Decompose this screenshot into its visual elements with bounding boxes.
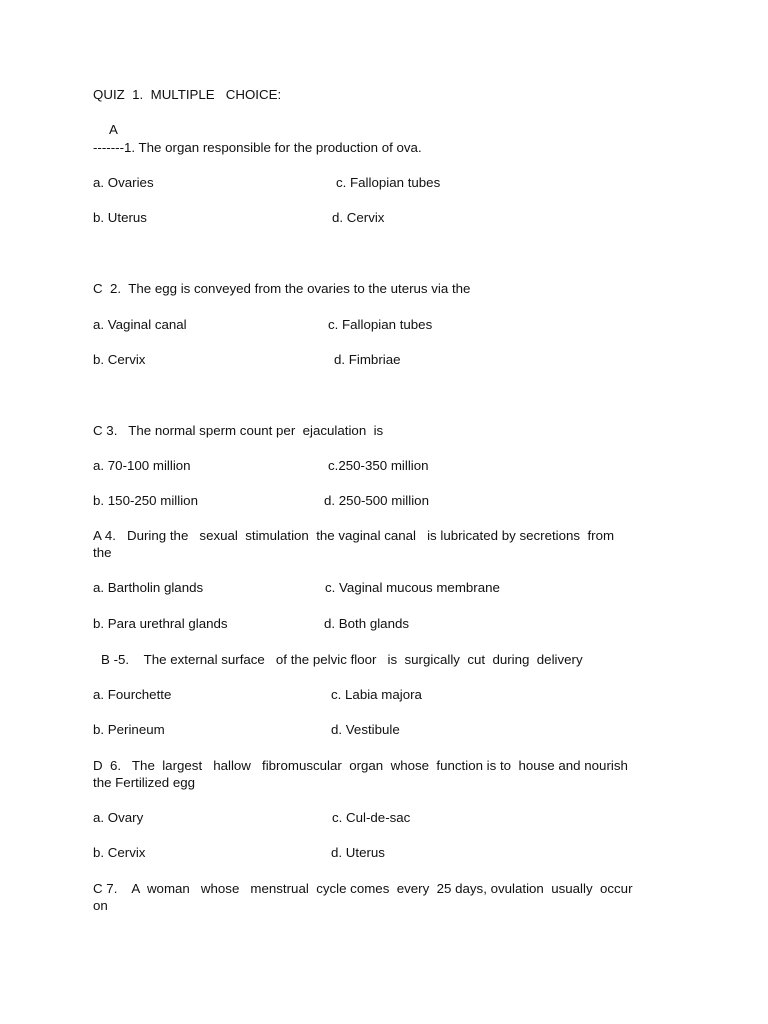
q3-prompt: C 3. The normal sperm count per ejaculation is <box>93 423 384 438</box>
q1-option-b: b. Uterus <box>93 210 147 225</box>
q3-option-c: c.250-350 million <box>328 458 429 473</box>
q4-option-a: a. Bartholin glands <box>93 580 204 595</box>
q7-prompt-line1: C 7. A woman whose menstrual cycle comes every 25 days, ovulation usually occur <box>93 881 633 896</box>
q4-option-c: c. Vaginal mucous membrane <box>325 580 500 595</box>
q4-prompt-line2: the <box>93 545 112 560</box>
q5-option-b: b. Perineum <box>93 722 165 737</box>
q2-option-a: a. Vaginal canal <box>93 317 187 332</box>
q6-option-a: a. Ovary <box>93 810 144 825</box>
q6-prompt-line2: the Fertilized egg <box>93 775 195 790</box>
q1-answer: A <box>109 122 118 137</box>
q2-option-c: c. Fallopian tubes <box>328 317 433 332</box>
quiz-title: QUIZ 1. MULTIPLE CHOICE: <box>93 87 282 102</box>
q5-option-d: d. Vestibule <box>331 722 400 737</box>
q5-option-c: c. Labia majora <box>331 687 422 702</box>
q1-option-c: c. Fallopian tubes <box>336 175 441 190</box>
q3-option-a: a. 70-100 million <box>93 458 191 473</box>
q3-option-d: d. 250-500 million <box>324 493 429 508</box>
q5-prompt: B -5. The external surface of the pelvic floor is surgically cut during delivery <box>101 652 583 667</box>
q6-option-c: c. Cul-de-sac <box>332 810 411 825</box>
q1-option-d: d. Cervix <box>332 210 385 225</box>
q2-option-d: d. Fimbriae <box>334 352 401 367</box>
q2-option-b: b. Cervix <box>93 352 146 367</box>
q4-option-d: d. Both glands <box>324 616 410 631</box>
q7-prompt-line2: on <box>93 898 108 913</box>
q1-option-a: a. Ovaries <box>93 175 154 190</box>
q1-prompt: -------1. The organ responsible for the production of ova. <box>93 140 422 155</box>
q4-prompt-line1: A 4. During the sexual stimulation the vaginal canal is lubricated by secretions from <box>93 528 615 543</box>
q5-option-a: a. Fourchette <box>93 687 172 702</box>
q6-option-b: b. Cervix <box>93 845 146 860</box>
q2-prompt: C 2. The egg is conveyed from the ovaries to the uterus via the <box>93 281 471 296</box>
q6-prompt-line1: D 6. The largest hallow fibromuscular organ whose function is to house and nourish <box>93 758 628 773</box>
q3-option-b: b. 150-250 million <box>93 493 198 508</box>
q4-option-b: b. Para urethral glands <box>93 616 228 631</box>
q6-option-d: d. Uterus <box>331 845 385 860</box>
